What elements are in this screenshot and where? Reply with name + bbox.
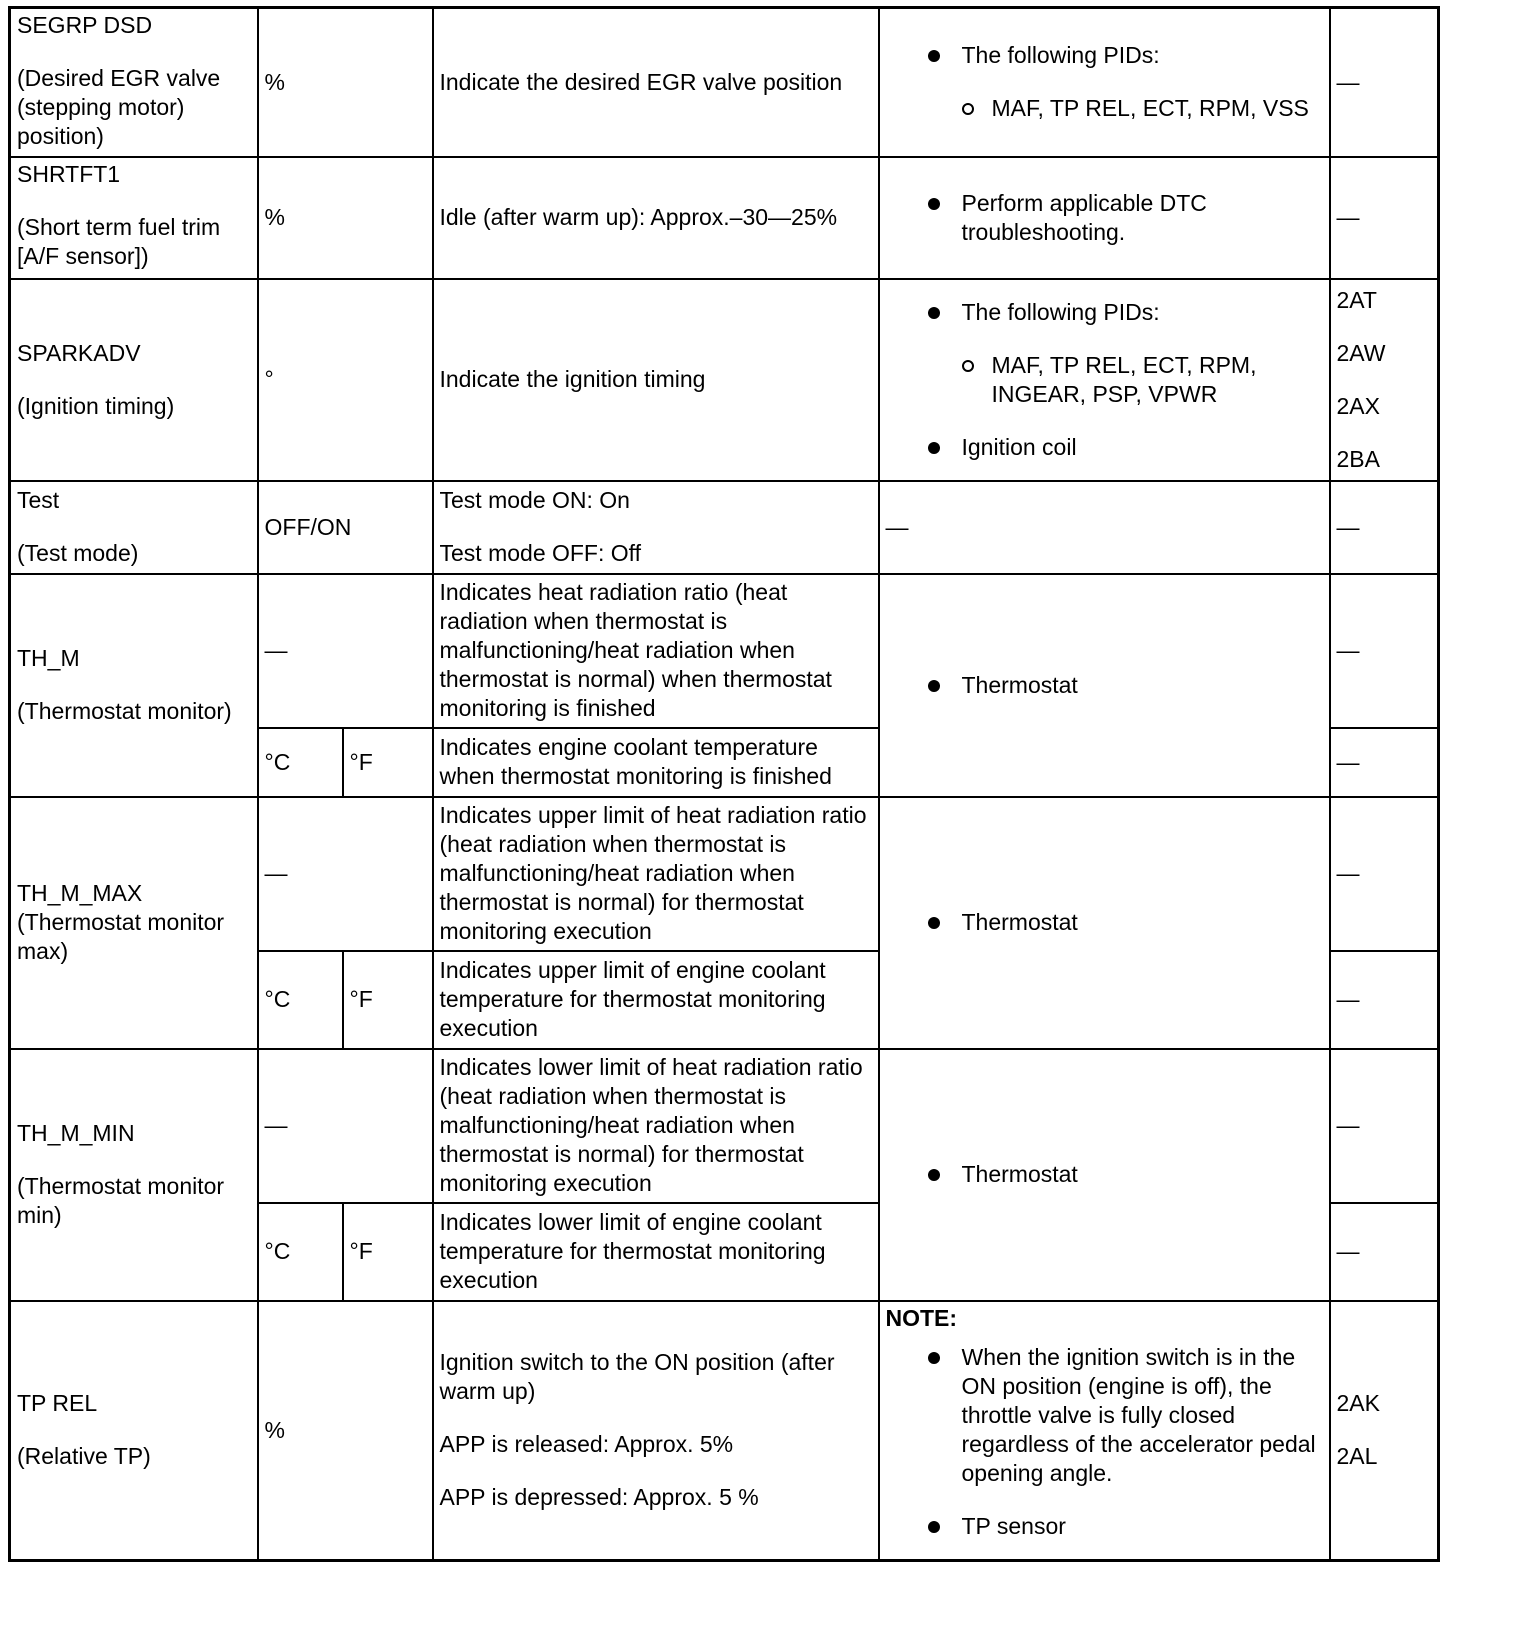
note-heading: NOTE: bbox=[885, 1304, 958, 1331]
pid-name: SPARKADV bbox=[17, 339, 141, 366]
unit-cell: % bbox=[258, 1301, 433, 1561]
condition-cell: Indicate the desired EGR valve position bbox=[433, 8, 879, 157]
pid-name: TP REL bbox=[17, 1390, 98, 1417]
inspection-bullet: When the ignition switch is in the ON position (engine is off), the throttle valve is fully closed regardless of the accelerator pedal opening angle. bbox=[926, 1343, 1323, 1488]
inspection-cell bbox=[879, 279, 1330, 481]
dtc-code: 2AK bbox=[1336, 1390, 1380, 1417]
condition-cell: Indicates lower limit of heat radiation ratio (heat radiation when thermostat is malfunctioning/heat radiation when thermostat is normal) for thermostat monitoring execution bbox=[433, 1049, 879, 1203]
dtc-code: 2AL bbox=[1336, 1443, 1378, 1470]
dtc-cell: — bbox=[1330, 1049, 1439, 1203]
pid-cell bbox=[10, 574, 258, 797]
pid-cell bbox=[10, 279, 258, 481]
unit-cell: — bbox=[258, 1049, 433, 1203]
table-row bbox=[10, 574, 1439, 728]
dtc-cell: — bbox=[1330, 574, 1439, 728]
inspection-cell: — bbox=[879, 481, 1330, 574]
pid-description: (Short term fuel trim [A/F sensor]) bbox=[17, 213, 221, 269]
dtc-cell: — bbox=[1330, 728, 1439, 797]
dtc-cell: — bbox=[1330, 1203, 1439, 1301]
condition-line: Test mode ON: On bbox=[439, 487, 630, 513]
dtc-cell: — bbox=[1330, 157, 1439, 279]
pid-description: (Desired EGR valve (stepping motor) position) bbox=[17, 65, 221, 149]
condition-cell: Idle (after warm up): Approx.–30—25% bbox=[433, 157, 879, 279]
pid-cell bbox=[10, 481, 258, 574]
unit-cell: ° bbox=[258, 279, 433, 481]
inspection-sub-bullet: MAF, TP REL, ECT, RPM, VSS bbox=[962, 94, 1323, 123]
pid-description: (Test mode) bbox=[17, 540, 139, 566]
condition-line: Ignition switch to the ON position (after warm up) bbox=[439, 1349, 835, 1405]
pid-description: (Thermostat monitor min) bbox=[17, 1173, 225, 1228]
unit-fahrenheit-cell: °F bbox=[343, 728, 433, 797]
table-row bbox=[10, 481, 1439, 574]
dtc-cell: — bbox=[1330, 481, 1439, 574]
inspection-cell bbox=[879, 8, 1330, 157]
table-row bbox=[10, 1049, 1439, 1203]
condition-cell: Indicates lower limit of engine coolant temperature for thermostat monitoring execution bbox=[433, 1203, 879, 1301]
table-row bbox=[10, 8, 1439, 157]
pid-description: (Thermostat monitor) bbox=[17, 698, 232, 724]
table-row bbox=[10, 157, 1439, 279]
pid-name: TH_M bbox=[17, 645, 80, 671]
condition-cell: Indicates engine coolant temperature when thermostat monitoring is finished bbox=[433, 728, 879, 797]
inspection-bullet: The following PIDs: bbox=[926, 41, 1323, 70]
inspection-cell bbox=[879, 797, 1330, 1049]
unit-celsius-cell: °C bbox=[258, 951, 343, 1049]
inspection-cell bbox=[879, 1049, 1330, 1301]
pid-cell bbox=[10, 1049, 258, 1301]
inspection-bullet: TP sensor bbox=[926, 1512, 1323, 1541]
pid-name: Test bbox=[17, 487, 60, 513]
unit-cell: % bbox=[258, 8, 433, 157]
dtc-code: 2BA bbox=[1336, 445, 1380, 472]
inspection-bullet: Perform applicable DTC troubleshooting. bbox=[926, 189, 1323, 247]
condition-line: APP is depressed: Approx. 5 % bbox=[439, 1484, 759, 1511]
unit-celsius-cell: °C bbox=[258, 728, 343, 797]
pid-description: (Ignition timing) bbox=[17, 392, 175, 419]
unit-fahrenheit-cell: °F bbox=[343, 951, 433, 1049]
pid-name: TH_M_MAX bbox=[17, 880, 143, 906]
unit-fahrenheit-cell: °F bbox=[343, 1203, 433, 1301]
dtc-cell bbox=[1330, 279, 1439, 481]
unit-cell: — bbox=[258, 574, 433, 728]
pid-description: (Thermostat monitor max) bbox=[17, 909, 225, 964]
condition-cell bbox=[433, 481, 879, 574]
inspection-bullet: Thermostat bbox=[926, 671, 1323, 700]
condition-line: APP is released: Approx. 5% bbox=[439, 1431, 734, 1458]
inspection-cell bbox=[879, 574, 1330, 797]
unit-celsius-cell: °C bbox=[258, 1203, 343, 1301]
inspection-sub-bullet: MAF, TP REL, ECT, RPM, INGEAR, PSP, VPWR bbox=[962, 351, 1323, 409]
pid-cell bbox=[10, 157, 258, 279]
inspection-cell bbox=[879, 1301, 1330, 1561]
condition-cell: Indicates upper limit of engine coolant temperature for thermostat monitoring execution bbox=[433, 951, 879, 1049]
pid-cell bbox=[10, 797, 258, 1049]
dtc-cell bbox=[1330, 1301, 1439, 1561]
inspection-bullet: Ignition coil bbox=[926, 433, 1323, 462]
pid-name: SEGRP DSD bbox=[17, 12, 153, 38]
table-row bbox=[10, 1301, 1439, 1561]
dtc-cell: — bbox=[1330, 8, 1439, 157]
unit-cell: % bbox=[258, 157, 433, 279]
dtc-code: 2AT bbox=[1336, 286, 1377, 313]
pid-name: SHRTFT1 bbox=[17, 160, 121, 187]
pid-name: TH_M_MIN bbox=[17, 1120, 135, 1146]
condition-cell: Indicates heat radiation ratio (heat radiation when thermostat is malfunctioning/heat radiation when thermostat is normal) when thermostat monitoring is finished bbox=[433, 574, 879, 728]
inspection-cell bbox=[879, 157, 1330, 279]
dtc-cell: — bbox=[1330, 797, 1439, 951]
inspection-bullet: Thermostat bbox=[926, 1160, 1323, 1189]
unit-cell: — bbox=[258, 797, 433, 951]
dtc-cell: — bbox=[1330, 951, 1439, 1049]
table-row bbox=[10, 797, 1439, 951]
monitor-item-table bbox=[8, 6, 1440, 1562]
table-row bbox=[10, 279, 1439, 481]
pid-cell bbox=[10, 1301, 258, 1561]
inspection-bullet: The following PIDs: bbox=[926, 298, 1323, 327]
pid-description: (Relative TP) bbox=[17, 1443, 151, 1470]
pid-cell bbox=[10, 8, 258, 157]
condition-cell: Indicate the ignition timing bbox=[433, 279, 879, 481]
condition-cell bbox=[433, 1301, 879, 1561]
condition-cell: Indicates upper limit of heat radiation ratio (heat radiation when thermostat is malfunctioning/heat radiation when thermostat is normal) for thermostat monitoring execution bbox=[433, 797, 879, 951]
condition-line: Test mode OFF: Off bbox=[439, 540, 642, 566]
dtc-code: 2AW bbox=[1336, 339, 1386, 366]
dtc-code: 2AX bbox=[1336, 392, 1380, 419]
unit-cell: OFF/ON bbox=[258, 481, 433, 574]
inspection-bullet: Thermostat bbox=[926, 908, 1323, 937]
